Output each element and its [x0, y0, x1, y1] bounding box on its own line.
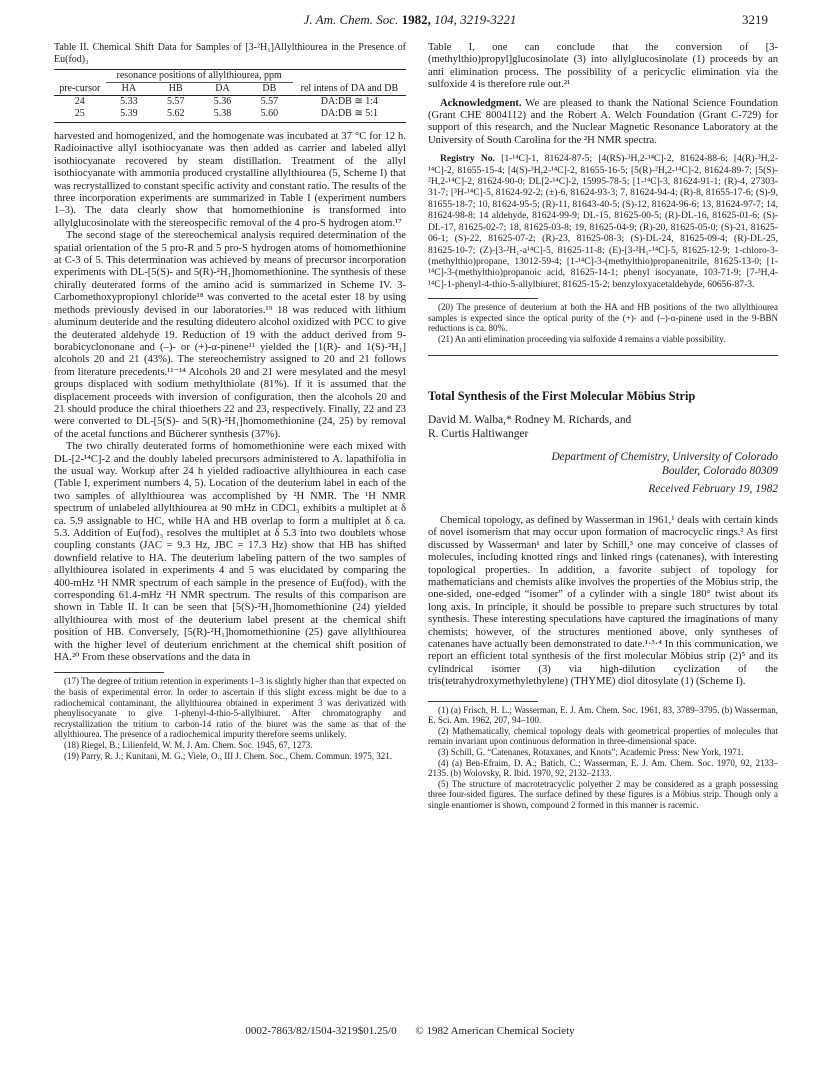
authors	[428, 414, 778, 441]
footnotes-left	[54, 676, 406, 761]
authors-line: R. Curtis Haltiwanger	[428, 427, 529, 440]
acknowledgment	[428, 98, 778, 148]
copyright: © 1982 American Chemical Society	[415, 1025, 575, 1037]
page-number: 3219	[742, 12, 768, 27]
acknowledgment-label: Acknowledgment.	[440, 97, 522, 109]
affiliation-line: Department of Chemistry, University of Colorado	[551, 451, 778, 464]
registry-numbers	[428, 153, 778, 290]
footnotes-right-top	[428, 302, 778, 344]
cell-da: 5.38	[199, 108, 246, 123]
col-da: DA	[199, 83, 246, 96]
journal-citation	[0, 12, 820, 28]
journal-name: J. Am. Chem. Soc.	[303, 12, 399, 27]
footnote: (2) Mathematically, chemical topology deals with geometrical properties of molecules that remain invariant upon continuous deformation in three-dimensional space.	[428, 725, 778, 747]
cell-ratio: DA:DB ≅ 1:4	[320, 96, 379, 107]
body-paragraph: The second stage of the stereochemical analysis required determination of the spatial orientation of the 5 pro-R and 5 pro-S hydrogen atoms of homomethionine at C-3 of 5. This determination was achieved by means of precursor incorporation experiments with DL-[5(S)- and 5(R)-²H₁]homomethionine. The synthesis of these chirally deuterated forms of the amino acid is summarized in Scheme IV. 3-Carbomethoxypropionyl chloride¹⁸ was converted to the acetal ester 18 by using methods previously devised in our laboratories.¹⁹ 18 was reduced with lithium aluminum deuteride and the resulting dideutero alcohol oxidized with PCC to give the deuterated aldehyde 19. Reduction of 19 with the adduct derived from 9-borabicyclononane and (–)- or (+)-α-pinene¹¹ yielded the [1(R)- and 1(S)-²H₁] alcohols 20 and 21 (43%). The stereochemistry assigned to 20 and 21 follows from literature precedents.¹¹⁻¹⁴ Alcohols 20 and 21 were mesylated and the mesyl groups displaced with sodium methylthiolate (81%). If it is assumed that the displacement proceeds with inversion of configuration, then the alcohols 20 and 21 should produce the chiral thioethers 22 and 23, respectively. Finally, 22 and 23 were converted to DL-[5(S)- and 5(R)-²H₁]homomethionine (24, 25) by removal of the acetal functions and Bücherer synthesis (37%).	[54, 230, 406, 440]
footnote-rule	[54, 672, 164, 673]
cell-precursor: 24	[74, 96, 85, 107]
cell-db: 5.57	[260, 96, 279, 107]
col-hb: HB	[152, 83, 199, 96]
authors-line: David M. Walba,* Rodney M. Richards, and	[428, 413, 632, 426]
journal-volume: 104,	[434, 12, 457, 27]
affiliation	[428, 451, 778, 478]
article-code: 0002-7863/82/1504-3219$01.25/0	[245, 1025, 397, 1037]
footnote-rule	[428, 298, 538, 299]
footnote: (5) The structure of macrotetracyclic polyether 2 may be considered as a graph possessing three four-sided figures. The surface defined by these figures is a Möbius strip. Though only a single enantiomer is shown, compound 2 formed in this manner is racemic.	[428, 778, 778, 810]
cell-ratio: DA:DB ≅ 5:1	[293, 108, 406, 123]
journal-pages: 3219-3221	[460, 12, 517, 27]
footnote-rule	[428, 701, 538, 702]
cell-ha: 5.39	[106, 108, 153, 123]
chemical-shift-table	[54, 69, 406, 123]
journal-year: 1982,	[401, 12, 431, 27]
acknowledgment-text: We are pleased to thank the National Science Foundation (Grant CHE 8004112) and the Robert A. Welch Foundation (Grant C-729) for support of this research, and the Nuclear Magnetic Resonance Laboratory at the University of South Carolina for the ²H NMR spectra.	[428, 97, 778, 146]
registry-text: [1-¹⁴C]-1, 81624-87-5; [4(RS)-³H,2-¹⁴C]-2, 81624-88-6; [4(R)-³H,2-¹⁴C]-2, 81655-15-4; [4(S)-³H,2-¹⁴C]-2, 81655-16-5; [5(R)-²H,2-¹⁴C]-2, 81624-89-7; [5(S)-²H,2-¹⁴C]-2, 81624-90-0; DL[2-¹⁴C]-2, 15995-78-5; [1-¹⁴C]-3, 81624-91-1; (R)-4, 27303-31-7; [³H-¹⁴C]-5, 81624-92-2; (±)-6, 81624-93-3; 7, 81624-94-4; (R)-8, 81655-17-6; (S)-9, 81655-18-7; 10, 81624-95-5; (R)-11, 81643-40-5; (S)-12, 81624-96-6; 13, 81624-97-7; 14, 81624-98-8; 14 aldehyde, 81624-99-9; DL-15, 81625-00-5; (R)-DL-16, 81625-01-6; (S)-DL-17, 81625-02-7; 18, 81625-03-8; 19, 81625-04-9; (R)-20, 81625-05-0; (S)-21, 81625-06-1; (S)-22, 81625-07-2; (R)-23, 81625-08-3; (S)-DL-24, 81625-09-4; (R)-DL-25, 81625-10-7; (Z)-[3-²H₁-a¹⁴C]-5, 81625-11-8; (E)-[3-²H₁-¹⁴C]-5, 81625-12-9; 1-chloro-3-(methylthio)propane, 13012-59-4; [1-¹⁴C]-3-(methylthio)propanenitrile, 81625-13-0; [1-¹⁴C]-3-(methylthio)propanoic acid, 81625-14-1; phenyl isocyanate, 103-71-9; [7-³H,4-¹⁴C]-1-phenyl-4-thio-5-allylbiuret, 81625-15-2; benzyloxyacetaldehyde, 60656-87-3.	[428, 153, 779, 290]
running-header	[0, 10, 820, 30]
footnote: (20) The presence of deuterium at both the HA and HB positions of the two allylthiourea samples is expected since the optical purity of the (+)- and (–)-α-pinene used in the 9-BBN reductions is ca. 80%.	[428, 302, 778, 334]
footnote: (4) (a) Ben-Efraim, D. A.; Batich, C.; Wasserman, E. J. Am. Chem. Soc. 1970, 92, 2133–2135. (b) Wolovsky, R. Ibid. 1970, 92, 2132–2133.	[428, 757, 778, 779]
footnote: (17) The degree of tritium retention in experiments 1–3 is slightly higher than that expected on the basis of experimental error. In order to ascertain if this slight excess might be due to a radiochemical contaminant, the allylthiourea obtained in experiment 3 was derivatized with phenylisocyanate to give 1-phenyl-4-thio-5-allylbiuret. After chromatography and recrystallization the tritium to carbon-14 ratio of the biuret was the same as that of the allylthiourea. The presence of a radiochemical impurity therefore seems unlikely.	[54, 676, 406, 740]
footnote: (1) (a) Frisch, H. L.; Wasserman, E. J. Am. Chem. Soc. 1961, 83, 3789–3795. (b) Wasserman, E. Sci. Am. 1962, 207, 94–100.	[428, 704, 778, 726]
cell-db: 5.60	[246, 108, 293, 123]
registry-label: Registry No.	[440, 153, 495, 165]
table-caption: Table II. Chemical Shift Data for Samples of [3-²H₁]Allylthiourea in the Presence of Eu(fod)₃	[54, 42, 406, 65]
footnote: (3) Schill, G. “Catenanes, Rotaxanes, and Knots”; Academic Press: New York, 1971.	[438, 746, 744, 757]
cell-precursor: 25	[54, 108, 106, 123]
col-ha: HA	[106, 83, 153, 96]
body-paragraph: The two chirally deuterated forms of homomethionine were each mixed with DL-[2-¹⁴C]-2 and the doubly labeled precursors administered to A. lapathifolia in the usual way. Workup after 24 h yielded radioactive allylthiourea in each case (Table I, experiment numbers 4, 5). Location of the deuterium label in each of the two samples of allylthiourea was accomplished by ²H NMR. The ¹H NMR spectrum of unlabeled allylthiourea at 90 mHz in CDCl₃ exhibits a multiplet at δ ca. 5.9 assignable to HC, while HA and HB overlap to form a multiplet at δ ca. 5.3. Addition of Eu(fod)₃ resolves the multiplet at δ 5.3 into two doublets whose coupling constants (JAC = 9.3 Hz, JBC = 17.3 Hz) show that HB has shifted downfield relative to HA. The deuterium labeling pattern of the two samples of allylthiourea isolated in experiments 4 and 5 was elucidated by comparing the 400-mHz ¹H NMR spectrum of each sample in the presence of Eu(fod)₃ with the corresponding 61.4-mHz ²H NMR spectrum. The results of this comparison are shown in Table II. It can be seen that [5(S)-²H₁]homomethionine (24) yielded allylthiourea with most of the deuterium label present at the chemical shift position of HB. Conversely, [5(R)-²H₁]homomethionine (25) gave allylthiourea with the higher level of deuterium enrichment at the chemical shift position of HA.²⁰ From these observations and the data in	[54, 441, 406, 664]
cell-hb: 5.62	[152, 108, 199, 123]
page-footer	[0, 1025, 820, 1037]
col-db: DB	[246, 83, 293, 96]
body-paragraph: Table I, one can conclude that the conversion of [3-(methylthio)propyl]glucosinolate (3) into allylglucosinolate (1) proceeds by an anti elimination process. The possibility of a pericyclic elimination via the sulfoxide 4 is therefore rule out.²¹	[428, 42, 778, 91]
right-column	[428, 42, 778, 811]
body-paragraph: harvested and homogenized, and the homogenate was incubated at 37 °C for 12 h. Radioinactive allyl isothiocyanate was then added as carrier and labeled allyl isothiocyanate recovered by steam distillation. Treatment of the allyl isothiocyanate with ammonia produced crystalline allylthiourea (5, Scheme I) that was recrystallized to constant specific activity and constant ratio. The results of the three incorporation experiments are summarized in Table I (experiment numbers 1–3). The data clearly show that homomethionine is transformed into allylglucosinolate with the stereospecific removal of the 4 pro-S hydrogen atom.¹⁷	[54, 131, 406, 229]
received-date: Received February 19, 1982	[648, 483, 778, 496]
cell-hb: 5.57	[166, 96, 185, 107]
footnote: (18) Riegel, B.; Lilienfeld, W. M. J. Am. Chem. Soc. 1945, 67, 1273.	[64, 740, 313, 751]
cell-da: 5.36	[213, 96, 232, 107]
table-row	[54, 108, 406, 123]
footnote: (19) Parry, R. J.; Kunitani, M. G.; Viele, O., III J. Chem. Soc., Chem. Commun. 1975, 321.	[64, 750, 392, 761]
affiliation-line: Boulder, Colorado 80309	[661, 464, 778, 477]
footnote: (21) An anti elimination proceeding via sulfoxide 4 remains a viable possibility.	[438, 333, 726, 344]
article-title: Total Synthesis of the First Molecular Möbius Strip	[428, 388, 696, 403]
footnotes-right-bottom	[428, 705, 778, 811]
cell-ha: 5.33	[120, 96, 138, 107]
group-header: resonance positions of allylthiourea, ppm	[106, 70, 293, 83]
article-body: Chemical topology, as defined by Wasserman in 1961,¹ deals with certain kinds of novel isomerism that may occur upon formation of macrocyclic rings.² As first discussed by Wasserman¹ and later by Schill,³ one may conceive of classes of molecules, including knotted rings and linked rings (catenanes), with interesting topological properties. In addition, a favorite subject of topology for mathematicians and chemists alike involves the properties of the Möbius strip, the one-sided, one-edged “isomer” of a cylinder with a single 180° twist about its long axis. In principle, it should be possible to prepare such structures by total synthesis. These interesting speculations have captured the imaginations of many chemists; however, of the structures mentioned above, only syntheses of catenanes have actually been demonstrated to date.¹·³·⁴ In this communication, we report an efficient total synthesis of the first molecular Möbius strip (2)⁵ and its cylindrical isomer (3) via high-dilution cyclization of the tris(tetrahydroxymethylethylene) (THYME) diol ditosylate (1) (Scheme I).	[428, 514, 778, 688]
col-relint: rel intens of DA and DB	[293, 83, 406, 96]
left-column	[54, 42, 406, 761]
col-precursor: pre-cursor	[54, 83, 106, 96]
table-row	[54, 96, 406, 109]
